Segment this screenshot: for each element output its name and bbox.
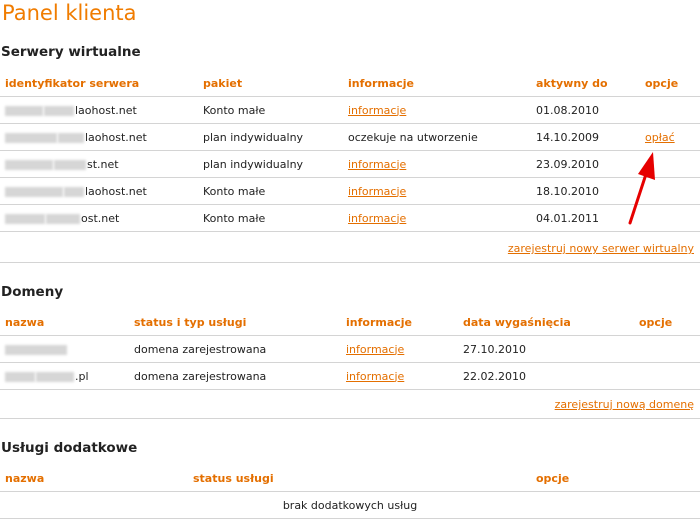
services-header-row xyxy=(0,465,700,492)
services-section-title: Usługi dodatkowe xyxy=(1,440,138,456)
col-server-id: identyfikator serwera xyxy=(0,70,198,97)
servers-table xyxy=(0,70,700,232)
redacted-text xyxy=(46,214,80,224)
redacted-text xyxy=(54,160,86,170)
domain-expiry: 22.02.2010 xyxy=(458,363,634,390)
domain-options xyxy=(634,363,700,390)
server-info-cell xyxy=(343,97,531,124)
table-row xyxy=(0,178,700,205)
redacted-text xyxy=(5,372,35,382)
domains-header-row xyxy=(0,309,700,336)
divider xyxy=(0,418,700,419)
domain-expiry: 27.10.2010 xyxy=(458,336,634,363)
col-active-to: aktywny do xyxy=(531,70,640,97)
server-id: st.net xyxy=(0,151,198,178)
server-active-to: 18.10.2010 xyxy=(531,178,640,205)
redacted-text xyxy=(5,345,67,355)
col-options: opcje xyxy=(531,465,700,492)
server-info-link[interactable]: informacje xyxy=(348,103,407,117)
servers-header-row xyxy=(0,70,700,97)
server-options xyxy=(640,124,700,151)
server-active-to: 23.09.2010 xyxy=(531,151,640,178)
server-info-cell xyxy=(343,151,531,178)
server-info-cell xyxy=(343,178,531,205)
server-package: Konto małe xyxy=(198,178,343,205)
table-row xyxy=(0,124,700,151)
redacted-text xyxy=(36,372,74,382)
redacted-text xyxy=(64,187,84,197)
redacted-text xyxy=(5,106,43,116)
server-id: ost.net xyxy=(0,205,198,232)
server-id: laohost.net xyxy=(0,124,198,151)
servers-section-title: Serwery wirtualne xyxy=(1,44,141,60)
table-row xyxy=(0,151,700,178)
domain-info-cell xyxy=(341,363,458,390)
domain-info-link[interactable]: informacje xyxy=(346,342,405,356)
redacted-text xyxy=(5,187,63,197)
redacted-text xyxy=(44,106,74,116)
server-package: plan indywidualny xyxy=(198,151,343,178)
col-name: nazwa xyxy=(0,465,188,492)
redacted-text xyxy=(5,160,53,170)
server-info-cell xyxy=(343,205,531,232)
table-row xyxy=(0,336,700,363)
col-service-status: status usługi xyxy=(188,465,531,492)
domain-status: domena zarejestrowana xyxy=(129,363,341,390)
table-row xyxy=(0,363,700,390)
server-package: Konto małe xyxy=(198,205,343,232)
divider xyxy=(0,262,700,263)
domain-options xyxy=(634,336,700,363)
server-active-to: 14.10.2009 xyxy=(531,124,640,151)
col-package: pakiet xyxy=(198,70,343,97)
services-table xyxy=(0,465,700,519)
table-row xyxy=(0,492,700,519)
server-info-status: oczekuje na utworzenie xyxy=(343,124,531,151)
table-row xyxy=(0,205,700,232)
col-options: opcje xyxy=(634,309,700,336)
register-server-link[interactable]: zarejestruj nowy serwer wirtualny xyxy=(507,242,694,255)
redacted-text xyxy=(5,133,57,143)
col-info: informacje xyxy=(341,309,458,336)
redacted-text xyxy=(58,133,84,143)
server-id: laohost.net xyxy=(0,97,198,124)
empty-message: brak dodatkowych usług xyxy=(0,492,700,519)
server-id: laohost.net xyxy=(0,178,198,205)
page-title: Panel klienta xyxy=(2,1,137,25)
server-active-to: 04.01.2011 xyxy=(531,205,640,232)
domain-status: domena zarejestrowana xyxy=(129,336,341,363)
server-active-to: 01.08.2010 xyxy=(531,97,640,124)
col-options: opcje xyxy=(640,70,700,97)
domain-name: .pl xyxy=(0,363,129,390)
col-expiry-date: data wygaśnięcia xyxy=(458,309,634,336)
register-domain-link[interactable]: zarejestruj nową domenę xyxy=(554,398,694,411)
domain-info-cell xyxy=(341,336,458,363)
pay-link[interactable]: opłać xyxy=(645,130,675,144)
col-name: nazwa xyxy=(0,309,129,336)
table-row xyxy=(0,97,700,124)
annotation-arrow-icon xyxy=(620,148,660,228)
domain-name xyxy=(0,336,129,363)
server-info-link[interactable]: informacje xyxy=(348,157,407,171)
redacted-text xyxy=(5,214,45,224)
domains-section-title: Domeny xyxy=(1,284,64,300)
server-info-link[interactable]: informacje xyxy=(348,211,407,225)
domains-table xyxy=(0,309,700,390)
col-status-type: status i typ usługi xyxy=(129,309,341,336)
server-info-link[interactable]: informacje xyxy=(348,184,407,198)
server-package: plan indywidualny xyxy=(198,124,343,151)
server-package: Konto małe xyxy=(198,97,343,124)
col-info: informacje xyxy=(343,70,531,97)
server-options xyxy=(640,97,700,124)
domain-info-link[interactable]: informacje xyxy=(346,369,405,383)
